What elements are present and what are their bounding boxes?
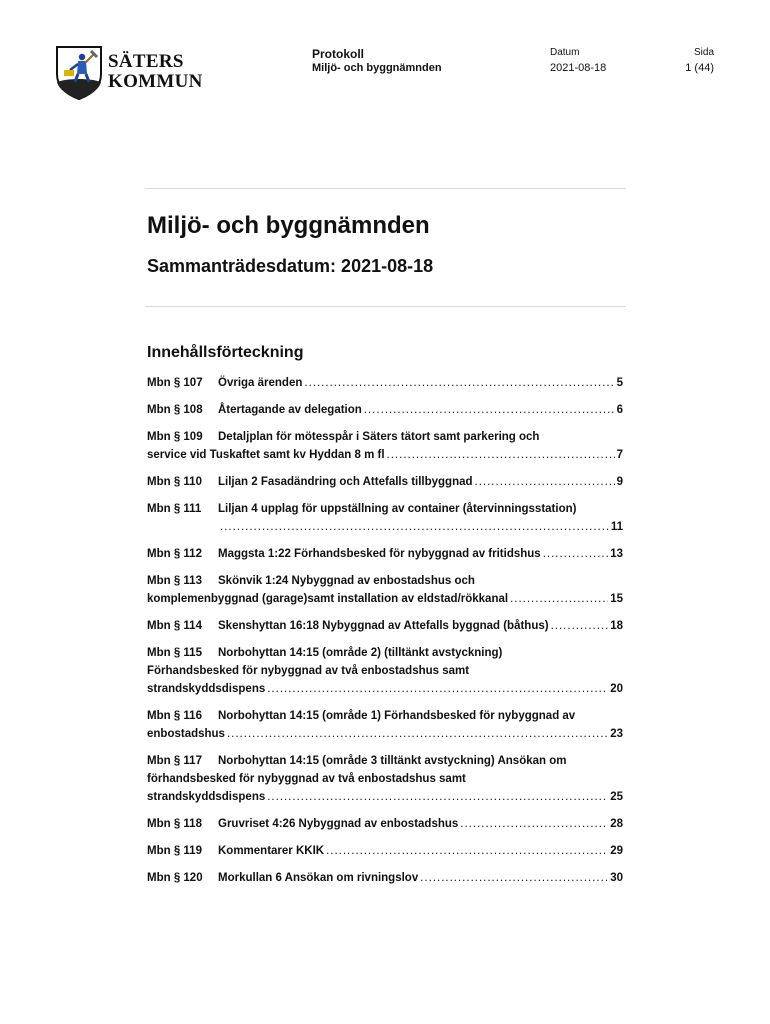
toc-entry-text: Liljan 2 Fasadändring och Attefalls tillbyggnad [218,476,473,488]
toc-dot-leader [475,473,615,491]
divider [145,306,626,307]
toc-entry[interactable] [147,572,623,608]
toc-entry-text: Norbohyttan 14:15 (område 2) (tilltänkt avstyckning) [218,647,503,659]
toc-dot-leader [220,518,609,536]
page-number: 1 (44) [685,62,714,74]
toc-entry-id: Mbn § 115 [147,647,202,659]
toc-entry-line [147,572,623,590]
toc-entry-text: Norbohyttan 14:15 (område 3 tilltänkt avstyckning) Ansökan om [218,755,567,767]
toc-page-number: 9 [616,476,623,488]
toc-dot-leader [543,545,609,563]
toc-entry-id: Mbn § 116 [147,710,202,722]
toc-page-number: 25 [610,791,623,803]
toc-entry-text: Detaljplan för mötesspår i Säters tätort samt parkering och [218,431,540,443]
toc-entry[interactable] [147,545,623,563]
toc-dot-leader [551,617,609,635]
toc-entry[interactable] [147,842,623,860]
toc-entry-line [147,500,623,518]
toc-entry-text: Maggsta 1:22 Förhandsbesked för nybyggnad av fritidshus [218,548,541,560]
toc-entry-line [147,446,623,464]
toc-entry-line [147,788,623,806]
toc-dot-leader [510,590,608,608]
toc-entry[interactable] [147,473,623,491]
toc-entry-text: Återtagande av delegation [218,404,362,416]
toc-entry-line [147,662,623,680]
toc-dot-leader [267,680,608,698]
toc-entry-line [147,644,623,662]
toc-heading: Innehållsförteckning [147,344,304,361]
toc-dot-leader [304,374,614,392]
toc-entry-line [147,473,623,491]
toc-entry-line [147,725,623,743]
toc-entry-text: Övriga ärenden [218,377,303,389]
toc-page-number: 30 [610,872,623,884]
toc-entry-id: Mbn § 119 [147,845,202,857]
toc-entry-line [147,680,623,698]
toc-entry-line [147,869,623,887]
toc-entry-id: Mbn § 117 [147,755,202,767]
toc-page-number: 18 [610,620,623,632]
toc-entry-line [147,545,623,563]
toc-entry[interactable] [147,815,623,833]
toc-entry-line [147,401,623,419]
municipality-logo [54,44,204,100]
toc-entry-id: Mbn § 120 [147,872,203,884]
toc-entry-id: Mbn § 114 [147,620,202,632]
toc-page-number: 7 [616,449,623,461]
toc-page-number: 6 [616,404,623,416]
toc-entry-line [147,428,623,446]
logo-text-line2: KOMMUN [108,71,203,92]
toc-entry-id: Mbn § 112 [147,548,202,560]
toc-page-number: 20 [610,683,623,695]
toc-entry-id: Mbn § 109 [147,431,203,443]
toc-entry[interactable] [147,707,623,743]
toc-dot-leader [227,725,608,743]
toc-entry-id: Mbn § 111 [147,503,202,515]
toc-entry[interactable] [147,617,623,635]
toc-entry[interactable] [147,374,623,392]
toc-page-number: 28 [610,818,623,830]
toc-entry-id: Mbn § 113 [147,575,202,587]
toc-entry[interactable] [147,644,623,698]
toc-entry-text: service vid Tuskaftet samt kv Hyddan 8 m fl [147,449,385,461]
toc-entry-text: komplemenbyggnad (garage)samt installation av eldstad/rökkanal [147,593,509,605]
toc-entry-line [147,842,623,860]
toc-entry-line [147,752,623,770]
toc-dot-leader [364,401,615,419]
toc-page-number: 5 [616,377,623,389]
meeting-date-heading: Sammanträdesdatum: 2021-08-18 [147,256,434,276]
toc-entry[interactable] [147,869,623,887]
toc-entry-text: Gruvriset 4:26 Nybyggnad av enbostadshus [218,818,459,830]
toc-dot-leader [387,446,615,464]
toc-entry-id: Mbn § 108 [147,404,203,416]
date-value: 2021-08-18 [550,62,607,74]
toc-page-number: 13 [610,548,623,560]
toc-dot-leader [460,815,608,833]
toc-entry-id: Mbn § 118 [147,818,202,830]
toc-entry-text: förhandsbesked för nybyggnad av två enbostadshus samt [147,773,466,785]
toc-entry-text: Liljan 4 upplag för uppställning av container (återvinningsstation) [218,503,577,515]
toc-entry-text: Norbohyttan 14:15 (område 1) Förhandsbesked för nybyggnad av [218,710,576,722]
toc-entry-text: Förhandsbesked för nybyggnad av två enbostadshus samt [147,665,470,677]
toc-entry[interactable] [147,500,623,536]
toc-entry-line [147,770,623,788]
toc-entry-line [147,518,623,536]
toc-entry-text: enbostadshus [147,728,225,740]
coat-of-arms-icon [54,44,104,100]
toc-dot-leader [267,788,608,806]
toc-page-number: 23 [610,728,623,740]
toc-entry[interactable] [147,428,623,464]
toc-entry-text: Skönvik 1:24 Nybyggnad av enbostadshus och [218,575,475,587]
toc-page-number: 29 [610,845,623,857]
date-label: Datum [550,47,580,58]
toc-entry[interactable] [147,401,623,419]
page-label: Sida [693,47,714,58]
toc-page-number: 11 [610,521,623,533]
toc-entry-id: Mbn § 110 [147,476,202,488]
divider [145,188,626,189]
committee-name: Miljö- och byggnämnden [312,62,442,74]
toc-entry-text: strandskyddsdispens [147,791,266,803]
toc-entry-id: Mbn § 107 [147,377,203,389]
toc-dot-leader [326,842,608,860]
toc-entry-line [147,617,623,635]
toc-entry-line [147,707,623,725]
toc-page-number: 15 [610,593,623,605]
toc-entry-line [147,590,623,608]
table-of-contents [147,374,623,896]
document-type: Protokoll [312,47,365,61]
toc-entry-text: strandskyddsdispens [147,683,266,695]
logo-text-line1: SÄTERS [108,51,184,72]
toc-entry[interactable] [147,752,623,806]
toc-entry-text: Morkullan 6 Ansökan om rivningslov [218,872,419,884]
toc-entry-text: Kommentarer KKIK [218,845,325,857]
toc-entry-text: Skenshyttan 16:18 Nybyggnad av Attefalls byggnad (båthus) [218,620,549,632]
page-title: Miljö- och byggnämnden [147,212,430,239]
toc-entry-line [147,815,623,833]
toc-entry-line [147,374,623,392]
toc-dot-leader [420,869,608,887]
